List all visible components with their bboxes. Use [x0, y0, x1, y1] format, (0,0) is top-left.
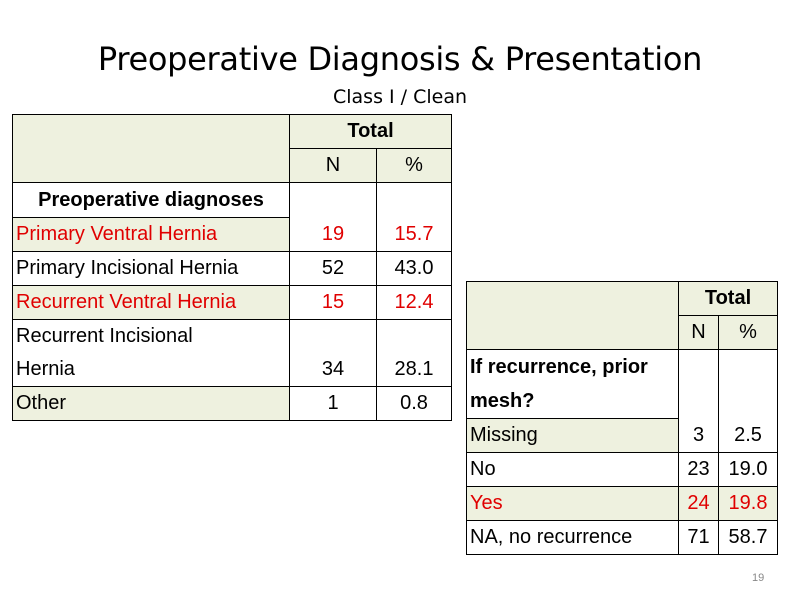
row-pct: 58.7 [719, 521, 778, 555]
table-cell [679, 350, 719, 419]
prior-mesh-table [466, 281, 778, 555]
row-pct: 43.0 [377, 252, 452, 286]
pct-header: % [719, 316, 778, 350]
row-n: 19 [290, 218, 377, 252]
table-row [467, 453, 778, 487]
row-n: 24 [679, 487, 719, 521]
table-row [467, 521, 778, 555]
row-n: 34 [290, 320, 377, 387]
n-header: N [679, 316, 719, 350]
row-n: 3 [679, 419, 719, 453]
table-header-blank [467, 316, 679, 350]
table-row [13, 286, 452, 320]
row-n: 15 [290, 286, 377, 320]
question-label [467, 350, 679, 419]
table-row [13, 320, 452, 387]
table-row [467, 487, 778, 521]
row-pct: 12.4 [377, 286, 452, 320]
n-header: N [290, 149, 377, 183]
row-label: Missing [467, 419, 679, 453]
row-pct: 28.1 [377, 320, 452, 387]
question-line: mesh? [470, 390, 535, 412]
table-cell [719, 350, 778, 419]
section-label: Preoperative diagnoses [13, 183, 290, 218]
row-pct: 19.0 [719, 453, 778, 487]
table-header-blank [13, 149, 290, 183]
table-header-blank [13, 115, 290, 149]
table-row [13, 252, 452, 286]
question-line: If recurrence, prior [470, 356, 648, 378]
diagnoses-table [12, 114, 452, 421]
row-n: 52 [290, 252, 377, 286]
page-number: 19 [752, 572, 765, 584]
slide-subtitle: Class I / Clean [332, 86, 468, 108]
table-header-blank [467, 282, 679, 316]
row-n: 71 [679, 521, 719, 555]
row-pct: 15.7 [377, 218, 452, 252]
table-row [467, 419, 778, 453]
table-cell [377, 183, 452, 218]
row-label: No [467, 453, 679, 487]
row-label: Primary Incisional Hernia [13, 252, 290, 286]
row-n: 23 [679, 453, 719, 487]
table-row [13, 387, 452, 421]
row-label: Recurrent Ventral Hernia [13, 286, 290, 320]
total-header: Total [290, 115, 452, 149]
row-label: Other [13, 387, 290, 421]
row-label: NA, no recurrence [467, 521, 679, 555]
total-header: Total [679, 282, 778, 316]
row-label-line: Recurrent Incisional [16, 325, 193, 347]
row-label: Primary Ventral Hernia [13, 218, 290, 252]
row-pct: 0.8 [377, 387, 452, 421]
pct-header: % [377, 149, 452, 183]
slide-title: Preoperative Diagnosis & Presentation [97, 40, 703, 78]
table-row [13, 218, 452, 252]
row-pct: 2.5 [719, 419, 778, 453]
row-pct: 19.8 [719, 487, 778, 521]
row-n: 1 [290, 387, 377, 421]
row-label [13, 320, 290, 387]
row-label-line: Hernia [16, 358, 75, 380]
row-label: Yes [467, 487, 679, 521]
table-cell [290, 183, 377, 218]
